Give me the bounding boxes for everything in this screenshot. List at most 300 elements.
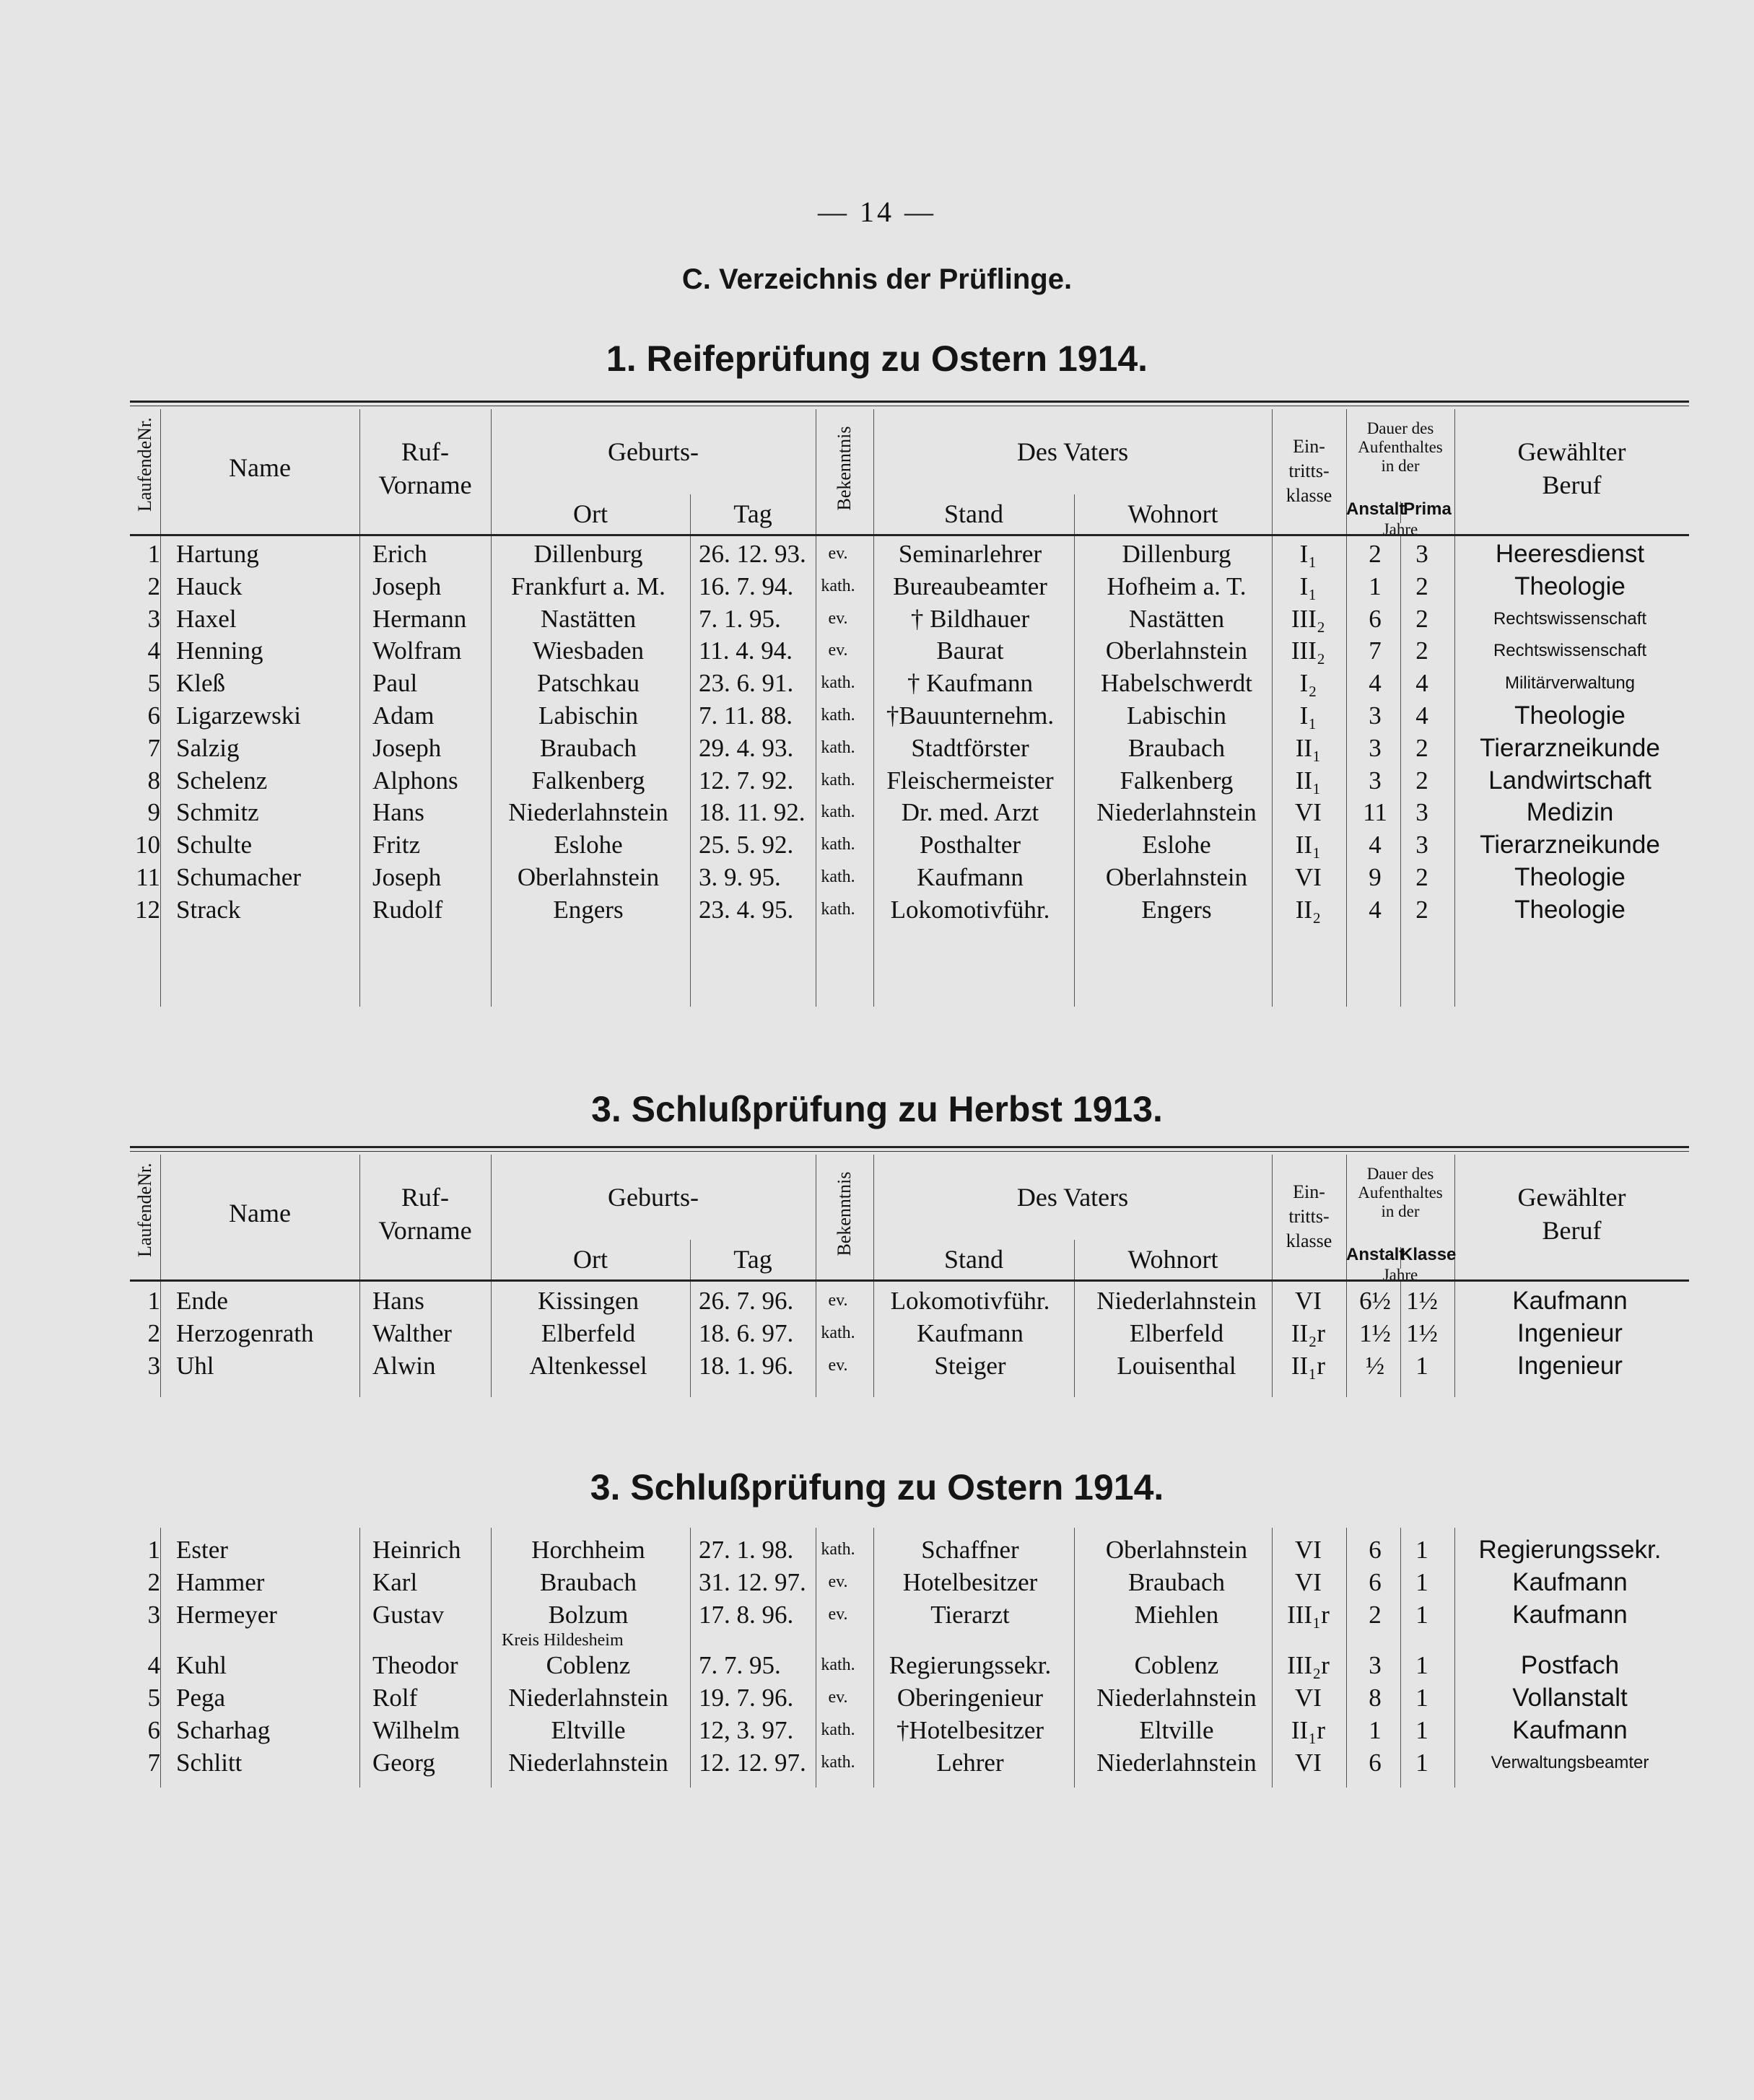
row-number: 12 bbox=[135, 895, 160, 924]
birth-place: Patschkau bbox=[537, 669, 640, 698]
years-institution: 3 bbox=[1369, 766, 1382, 795]
header-des-vaters: Des Vaters bbox=[1016, 437, 1129, 466]
chosen-profession: Verwaltungsbeamter bbox=[1491, 1753, 1649, 1772]
entry-class: I₂ bbox=[1299, 669, 1317, 698]
confession: ev. bbox=[828, 608, 848, 628]
student-name: Schumacher bbox=[176, 863, 301, 891]
first-name: Joseph bbox=[372, 572, 442, 600]
page-number: — 14 — bbox=[818, 196, 936, 228]
row-number: 5 bbox=[147, 669, 160, 698]
years-class: 1 bbox=[1415, 1684, 1428, 1712]
birth-date: 23. 6. 91. bbox=[699, 669, 794, 698]
confession: kath. bbox=[821, 770, 855, 789]
confession: kath. bbox=[821, 1540, 855, 1559]
birth-place: Eslohe bbox=[554, 831, 623, 859]
row-number: 1 bbox=[147, 540, 160, 568]
birth-date: 17. 8. 96. bbox=[699, 1601, 794, 1629]
header-name: Name bbox=[229, 1198, 291, 1228]
chosen-profession: Medizin bbox=[1526, 798, 1614, 827]
birth-date: 26. 7. 96. bbox=[699, 1287, 794, 1315]
birth-date: 27. 1. 98. bbox=[699, 1536, 794, 1564]
birth-place: Niederlahnstein bbox=[508, 1749, 668, 1777]
birth-place: Dillenburg bbox=[533, 540, 643, 568]
table-row bbox=[130, 861, 1689, 893]
table-row bbox=[130, 1349, 1689, 1382]
father-residence: Labischin bbox=[1126, 701, 1227, 730]
birth-date: 23. 4. 95. bbox=[699, 895, 794, 924]
entry-class: II₁ bbox=[1295, 831, 1322, 859]
chosen-profession: Kaufmann bbox=[1512, 1568, 1628, 1596]
student-name: Herzogenrath bbox=[176, 1319, 314, 1347]
entry-class: VI bbox=[1295, 1287, 1322, 1315]
column-divider bbox=[359, 536, 360, 1007]
student-name: Schulte bbox=[176, 831, 252, 859]
column-divider bbox=[690, 1528, 691, 1788]
years-class: 2 bbox=[1415, 766, 1428, 795]
entry-class: II₁r bbox=[1291, 1716, 1326, 1744]
header-tritts: tritts- bbox=[1288, 1205, 1330, 1227]
row-number: 7 bbox=[147, 1749, 160, 1777]
entry-class: II₂r bbox=[1291, 1319, 1326, 1347]
table-row bbox=[130, 1746, 1689, 1779]
first-name: Rolf bbox=[372, 1684, 418, 1712]
birth-date: 7. 7. 95. bbox=[699, 1651, 781, 1679]
years-class: 1½ bbox=[1406, 1319, 1438, 1347]
header-ein: Ein- bbox=[1293, 435, 1325, 457]
birth-place: Niederlahnstein bbox=[508, 798, 668, 827]
first-name: Erich bbox=[372, 540, 427, 568]
header-anstalt: Anstalt bbox=[1346, 499, 1405, 519]
student-name: Ester bbox=[176, 1536, 228, 1564]
student-name: Uhl bbox=[176, 1352, 214, 1380]
header-bottom-rule bbox=[130, 1279, 1689, 1282]
father-residence: Niederlahnstein bbox=[1096, 1684, 1257, 1712]
father-residence: Nastätten bbox=[1128, 604, 1225, 633]
confession: ev. bbox=[828, 1688, 848, 1707]
years-institution: 4 bbox=[1369, 895, 1382, 924]
header-in-der: in der bbox=[1381, 456, 1420, 475]
first-name: Gustav bbox=[372, 1601, 445, 1629]
section-2-title: 3. Schlußprüfung zu Herbst 1913. bbox=[591, 1089, 1163, 1129]
years-class: 1 bbox=[1415, 1568, 1428, 1596]
header-dauer-des: Dauer des bbox=[1366, 1164, 1434, 1183]
birth-date: 16. 7. 94. bbox=[699, 572, 794, 600]
table-row bbox=[130, 699, 1689, 732]
birth-date: 12. 7. 92. bbox=[699, 766, 794, 795]
column-divider bbox=[1454, 1528, 1455, 1788]
years-class: 3 bbox=[1415, 798, 1428, 827]
birth-place: Frankfurt a. M. bbox=[511, 572, 666, 600]
table-schlusspruefung-herbst bbox=[130, 1146, 1689, 1402]
years-class: 2 bbox=[1415, 572, 1428, 600]
chosen-profession: Ingenieur bbox=[1517, 1319, 1623, 1347]
header-ruf: Ruf- bbox=[401, 437, 449, 466]
table-row bbox=[130, 603, 1689, 635]
header-laufende-nr: LaufendeNr. bbox=[134, 416, 155, 512]
father-residence: Miehlen bbox=[1134, 1601, 1219, 1629]
years-institution: 3 bbox=[1369, 733, 1382, 762]
chosen-profession: Landwirtschaft bbox=[1488, 766, 1652, 795]
table-row bbox=[130, 667, 1689, 699]
entry-class: VI bbox=[1295, 1684, 1322, 1712]
column-divider bbox=[1346, 1282, 1347, 1397]
first-name: Theodor bbox=[372, 1651, 458, 1679]
header-jahre: Jahre bbox=[1382, 1266, 1418, 1284]
chosen-profession: Theologie bbox=[1514, 701, 1626, 730]
father-residence: Engers bbox=[1141, 895, 1212, 924]
row-number: 3 bbox=[147, 1352, 160, 1380]
column-divider bbox=[160, 1528, 161, 1788]
header-ort: Ort bbox=[573, 1245, 608, 1274]
birth-place: Bolzum bbox=[548, 1601, 629, 1629]
first-name: Adam bbox=[372, 701, 435, 730]
header-prima: Prima bbox=[1403, 499, 1452, 519]
years-institution: 7 bbox=[1369, 636, 1382, 665]
father-occupation: Lokomotivführ. bbox=[890, 895, 1050, 924]
row-number: 2 bbox=[147, 1568, 160, 1596]
years-institution: 2 bbox=[1369, 1601, 1382, 1629]
student-name: Pega bbox=[176, 1684, 226, 1712]
chosen-profession: Vollanstalt bbox=[1512, 1684, 1628, 1712]
student-name: Schmitz bbox=[176, 798, 259, 827]
table-row bbox=[130, 570, 1689, 603]
table-row bbox=[130, 1714, 1689, 1746]
birth-place: Kissingen bbox=[538, 1287, 639, 1315]
column-divider bbox=[491, 536, 492, 1007]
father-occupation: Dr. med. Arzt bbox=[901, 798, 1039, 827]
birth-place: Horchheim bbox=[531, 1536, 645, 1564]
row-number: 10 bbox=[135, 831, 160, 859]
entry-class: I₁ bbox=[1299, 701, 1317, 730]
confession: kath. bbox=[821, 673, 855, 693]
birth-date: 11. 4. 94. bbox=[699, 636, 793, 665]
student-name: Schelenz bbox=[176, 766, 268, 795]
father-residence: Oberlahnstein bbox=[1105, 636, 1248, 665]
birth-date: 3. 9. 95. bbox=[699, 863, 781, 891]
father-occupation: Hotelbesitzer bbox=[902, 1568, 1038, 1596]
entry-class: III₂ bbox=[1291, 636, 1326, 665]
header-vorname: Vorname bbox=[378, 1215, 472, 1245]
father-residence: Falkenberg bbox=[1120, 766, 1234, 795]
column-divider bbox=[160, 536, 161, 1007]
section-1-title: 1. Reifeprüfung zu Ostern 1914. bbox=[606, 338, 1148, 379]
first-name: Walther bbox=[372, 1319, 452, 1347]
entry-class: VI bbox=[1295, 1568, 1322, 1596]
row-number: 1 bbox=[147, 1287, 160, 1315]
row-number: 6 bbox=[147, 701, 160, 730]
father-occupation: †Hotelbesitzer bbox=[896, 1716, 1044, 1744]
student-name: Ligarzewski bbox=[176, 701, 301, 730]
first-name: Wilhelm bbox=[372, 1716, 461, 1744]
entry-class: II₂ bbox=[1295, 895, 1322, 924]
first-name: Wolfram bbox=[372, 636, 462, 665]
header-bekenntnis: Bekenntnis bbox=[834, 1171, 855, 1256]
table-row bbox=[130, 634, 1689, 667]
birth-place: Niederlahnstein bbox=[508, 1684, 668, 1712]
birth-place-note: Kreis Hildesheim bbox=[502, 1631, 624, 1650]
father-occupation: Kaufmann bbox=[917, 863, 1024, 891]
table-schlusspruefung-ostern bbox=[130, 1534, 1689, 1793]
first-name: Georg bbox=[372, 1749, 435, 1777]
column-divider bbox=[1074, 1282, 1075, 1397]
birth-place: Oberlahnstein bbox=[517, 863, 660, 891]
father-occupation: Tierarzt bbox=[930, 1601, 1010, 1629]
student-name: Ende bbox=[176, 1287, 228, 1315]
father-occupation: Lehrer bbox=[936, 1749, 1004, 1777]
first-name: Heinrich bbox=[372, 1536, 461, 1564]
first-name: Alphons bbox=[372, 766, 458, 795]
entry-class: I₁ bbox=[1299, 540, 1317, 568]
father-residence: Niederlahnstein bbox=[1096, 1749, 1257, 1777]
row-number: 1 bbox=[147, 1536, 160, 1564]
column-divider bbox=[1272, 1528, 1273, 1788]
table-reifepruefung bbox=[130, 401, 1689, 1010]
row-number: 2 bbox=[147, 1319, 160, 1347]
birth-date: 18. 1. 96. bbox=[699, 1352, 794, 1380]
birth-place: Braubach bbox=[539, 733, 637, 762]
birth-date: 7. 11. 88. bbox=[699, 701, 793, 730]
header-geburts: Geburts- bbox=[608, 437, 699, 466]
chosen-profession: Kaufmann bbox=[1512, 1601, 1628, 1629]
student-name: Haxel bbox=[176, 604, 237, 633]
father-occupation: Schaffner bbox=[921, 1536, 1019, 1564]
student-name: Hermeyer bbox=[176, 1601, 277, 1629]
chosen-profession: Theologie bbox=[1514, 895, 1626, 924]
entry-class: VI bbox=[1295, 798, 1322, 827]
chosen-profession: Regierungssekr. bbox=[1478, 1536, 1662, 1564]
years-institution: 1½ bbox=[1359, 1319, 1391, 1347]
father-residence: Louisenthal bbox=[1117, 1352, 1236, 1380]
birth-place: Elberfeld bbox=[541, 1319, 636, 1347]
birth-date: 29. 4. 93. bbox=[699, 733, 794, 762]
header-stand: Stand bbox=[943, 499, 1003, 528]
header-ort: Ort bbox=[573, 499, 608, 528]
father-occupation: Seminarlehrer bbox=[898, 540, 1042, 568]
column-divider bbox=[873, 536, 874, 1007]
confession: ev. bbox=[828, 544, 848, 563]
header-jahre: Jahre bbox=[1382, 520, 1418, 538]
confession: kath. bbox=[821, 738, 855, 757]
father-occupation: Stadtförster bbox=[911, 733, 1029, 762]
confession: kath. bbox=[821, 1753, 855, 1772]
years-institution: 9 bbox=[1369, 863, 1382, 891]
header-in-der: in der bbox=[1381, 1202, 1420, 1220]
header-tag: Tag bbox=[733, 1245, 772, 1274]
confession: kath. bbox=[821, 802, 855, 822]
birth-date: 19. 7. 96. bbox=[699, 1684, 794, 1712]
birth-place: Braubach bbox=[539, 1568, 637, 1596]
header-aufenthaltes: Aufenthaltes bbox=[1358, 437, 1443, 456]
years-class: 1 bbox=[1415, 1601, 1428, 1629]
confession: kath. bbox=[821, 835, 855, 854]
chosen-profession: Tierarzneikunde bbox=[1480, 831, 1660, 859]
years-class: 4 bbox=[1415, 669, 1428, 698]
father-occupation: Oberingenieur bbox=[896, 1684, 1044, 1712]
years-class: 2 bbox=[1415, 636, 1428, 665]
header-aufenthaltes: Aufenthaltes bbox=[1358, 1183, 1443, 1202]
header-top-rule bbox=[130, 1146, 1689, 1148]
years-institution: 6 bbox=[1369, 1749, 1382, 1777]
entry-class: VI bbox=[1295, 1536, 1322, 1564]
birth-date: 18. 11. 92. bbox=[699, 798, 806, 827]
header-col-divider bbox=[160, 409, 161, 534]
first-name: Joseph bbox=[372, 733, 442, 762]
table-row bbox=[130, 1285, 1689, 1317]
years-institution: 1 bbox=[1369, 572, 1382, 600]
student-name: Henning bbox=[176, 636, 263, 665]
student-name: Hauck bbox=[176, 572, 243, 600]
header-dauer-des: Dauer des bbox=[1366, 419, 1434, 437]
row-number: 4 bbox=[147, 1651, 160, 1679]
first-name: Karl bbox=[372, 1568, 418, 1596]
first-name: Joseph bbox=[372, 863, 442, 891]
column-divider bbox=[359, 1528, 360, 1788]
father-residence: Eslohe bbox=[1142, 831, 1211, 859]
birth-date: 12. 12. 97. bbox=[699, 1749, 806, 1777]
father-occupation: †Bauunternehm. bbox=[886, 701, 1055, 730]
birth-place: Engers bbox=[553, 895, 624, 924]
table-row bbox=[130, 538, 1689, 570]
column-divider bbox=[359, 1282, 360, 1397]
father-residence: Eltville bbox=[1139, 1716, 1214, 1744]
header-geburts: Geburts- bbox=[608, 1182, 699, 1212]
birth-date: 26. 12. 93. bbox=[699, 540, 806, 568]
birth-date: 12, 3. 97. bbox=[699, 1716, 794, 1744]
entry-class: II₁ bbox=[1295, 766, 1322, 795]
birth-date: 7. 1. 95. bbox=[699, 604, 781, 633]
entry-class: VI bbox=[1295, 1749, 1322, 1777]
confession: ev. bbox=[828, 1605, 848, 1624]
chosen-profession: Postfach bbox=[1520, 1651, 1620, 1679]
column-divider bbox=[690, 536, 691, 1007]
years-institution: 3 bbox=[1369, 701, 1382, 730]
column-divider bbox=[1272, 1282, 1273, 1397]
years-institution: 11 bbox=[1363, 798, 1387, 827]
chosen-profession: Kaufmann bbox=[1512, 1287, 1628, 1315]
birth-place: Eltville bbox=[551, 1716, 626, 1744]
years-class: 1 bbox=[1415, 1716, 1428, 1744]
years-class: 1 bbox=[1415, 1651, 1428, 1679]
years-institution: 6 bbox=[1369, 1536, 1382, 1564]
entry-class: VI bbox=[1295, 863, 1322, 891]
father-occupation: † Kaufmann bbox=[907, 669, 1033, 698]
column-divider bbox=[873, 1528, 874, 1788]
header-name: Name bbox=[229, 452, 291, 482]
confession: kath. bbox=[821, 1324, 855, 1342]
father-occupation: Kaufmann bbox=[917, 1319, 1024, 1347]
row-number: 7 bbox=[147, 733, 160, 762]
father-occupation: Steiger bbox=[934, 1352, 1006, 1380]
father-residence: Dillenburg bbox=[1122, 540, 1231, 568]
years-class: 1½ bbox=[1406, 1287, 1438, 1315]
table-row bbox=[130, 1681, 1689, 1714]
chosen-profession: Rechtswissenschaft bbox=[1493, 608, 1647, 629]
chosen-profession: Tierarzneikunde bbox=[1480, 733, 1660, 762]
years-class: 3 bbox=[1415, 831, 1428, 859]
column-divider bbox=[1400, 536, 1401, 1007]
header-beruf: Beruf bbox=[1542, 1215, 1602, 1245]
header-klasse: klasse bbox=[1286, 484, 1332, 506]
student-name: Salzig bbox=[176, 733, 240, 762]
student-name: Hartung bbox=[176, 540, 259, 568]
father-residence: Niederlahnstein bbox=[1096, 1287, 1257, 1315]
chosen-profession: Ingenieur bbox=[1517, 1352, 1623, 1380]
years-institution: 4 bbox=[1369, 669, 1382, 698]
header-bottom-rule bbox=[130, 534, 1689, 536]
father-occupation: Bureaubeamter bbox=[893, 572, 1047, 600]
column-divider bbox=[1454, 536, 1455, 1007]
column-divider bbox=[1272, 536, 1273, 1007]
header-ruf: Ruf- bbox=[401, 1182, 449, 1212]
row-number: 9 bbox=[147, 798, 160, 827]
first-name: Paul bbox=[372, 669, 418, 698]
father-occupation: Baurat bbox=[936, 636, 1004, 665]
confession: ev. bbox=[828, 1291, 848, 1310]
header-ein: Ein- bbox=[1293, 1181, 1325, 1202]
row-number: 3 bbox=[147, 1601, 160, 1629]
chosen-profession: Heeresdienst bbox=[1495, 540, 1645, 568]
column-divider bbox=[873, 1282, 874, 1397]
birth-place: Wiesbaden bbox=[532, 636, 645, 665]
chosen-profession: Militärverwaltung bbox=[1504, 673, 1636, 694]
header-gewaehlter: Gewählter bbox=[1517, 437, 1626, 466]
student-name: Kuhl bbox=[176, 1651, 227, 1679]
first-name: Hermann bbox=[372, 604, 467, 633]
years-institution: 1 bbox=[1369, 1716, 1382, 1744]
years-class: 2 bbox=[1415, 895, 1428, 924]
father-residence: Niederlahnstein bbox=[1096, 798, 1257, 827]
column-divider bbox=[1074, 536, 1075, 1007]
years-institution: ½ bbox=[1365, 1352, 1385, 1380]
confession: ev. bbox=[828, 641, 848, 660]
row-number: 8 bbox=[147, 766, 160, 795]
section-3-title: 3. Schlußprüfung zu Ostern 1914. bbox=[590, 1467, 1164, 1508]
table-row bbox=[130, 764, 1689, 797]
header-laufende-nr: LaufendeNr. bbox=[134, 1162, 155, 1257]
years-institution: 8 bbox=[1369, 1684, 1382, 1712]
header-top-rule bbox=[130, 401, 1689, 403]
years-institution: 3 bbox=[1369, 1651, 1382, 1679]
header-vorname: Vorname bbox=[378, 470, 472, 499]
confession: ev. bbox=[828, 1356, 848, 1375]
entry-class: II₁r bbox=[1291, 1352, 1326, 1380]
father-residence: Hofheim a. T. bbox=[1107, 572, 1247, 600]
header-bekenntnis: Bekenntnis bbox=[834, 426, 855, 510]
years-institution: 6 bbox=[1369, 1568, 1382, 1596]
first-name: Fritz bbox=[372, 831, 421, 859]
confession: ev. bbox=[828, 1572, 848, 1591]
header-klasse-col: Klasse bbox=[1400, 1245, 1457, 1264]
father-occupation: † Bildhauer bbox=[910, 604, 1030, 633]
first-name: Alwin bbox=[372, 1352, 436, 1380]
entry-class: III₂ bbox=[1291, 604, 1326, 633]
header-des-vaters: Des Vaters bbox=[1016, 1182, 1129, 1212]
father-residence: Elberfeld bbox=[1129, 1319, 1224, 1347]
entry-class: I₁ bbox=[1299, 572, 1317, 600]
column-divider bbox=[1400, 1528, 1401, 1788]
table-row bbox=[130, 1649, 1689, 1681]
entry-class: III₁r bbox=[1287, 1601, 1330, 1629]
row-number: 11 bbox=[136, 863, 160, 891]
confession: kath. bbox=[821, 576, 855, 595]
birth-date: 31. 12. 97. bbox=[699, 1568, 806, 1596]
confession: kath. bbox=[821, 867, 855, 886]
header-wohnort: Wohnort bbox=[1127, 499, 1218, 528]
father-residence: Oberlahnstein bbox=[1105, 1536, 1248, 1564]
birth-place: Falkenberg bbox=[531, 766, 645, 795]
column-divider bbox=[1074, 1528, 1075, 1788]
header-top-rule-2 bbox=[130, 1151, 1689, 1152]
